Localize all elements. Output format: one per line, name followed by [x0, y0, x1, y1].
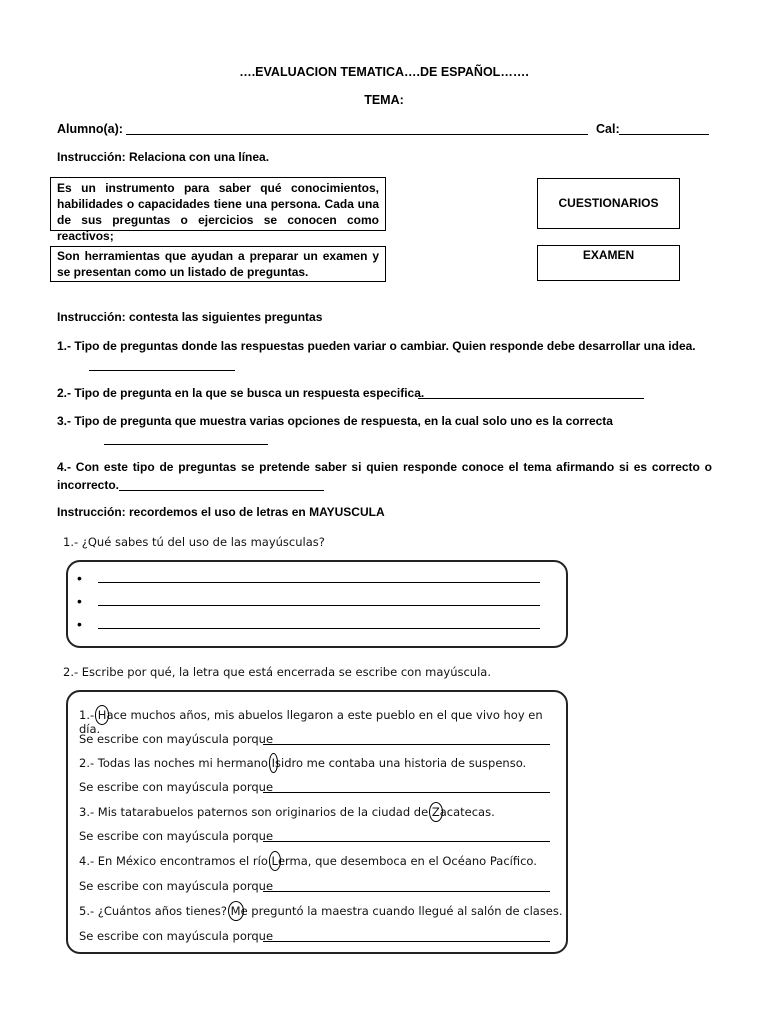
- sentence-4: 4.- En México encontramos el río Lerma, que desemboca en el Océano Pacífico.: [79, 854, 537, 868]
- term-box-cuestionarios: CUESTIONARIOS: [537, 178, 680, 229]
- document-title: ….EVALUACION TEMATICA….DE ESPAÑOL…….: [239, 65, 529, 79]
- bullet-icon: •: [77, 593, 82, 609]
- question-3: 3.- Tipo de pregunta que muestra varias opciones de respuesta, en la cual solo uno es la correcta: [57, 414, 613, 428]
- answer-prompt-2: Se escribe con mayúscula porque: [79, 780, 274, 794]
- question-1: 1.- Tipo de preguntas donde las respuestas pueden variar o cambiar. Quien responde debe desarrollar una idea.: [57, 339, 696, 353]
- answer-line-s1[interactable]: [263, 744, 550, 745]
- instruction-answer: Instrucción: contesta las siguientes preguntas: [57, 310, 323, 324]
- sentence-3: 3.- Mis tatarabuelos paternos son originarios de la ciudad de Zacatecas.: [79, 805, 495, 819]
- instruction-mayuscula: Instrucción: recordemos el uso de letras en MAYUSCULA: [57, 505, 385, 519]
- circled-letter: M: [230, 904, 241, 918]
- answer-line-s5[interactable]: [263, 941, 550, 942]
- question-4: 4.- Con este tipo de preguntas se pretende saber si quien responde conoce el tema afirmando si es correcto o incorrecto.: [57, 460, 712, 492]
- instruction-relate: Instrucción: Relaciona con una línea.: [57, 150, 270, 164]
- sentence-2: 2.- Todas las noches mi hermano Isidro me contaba una historia de suspenso.: [79, 756, 527, 770]
- circled-letter: I: [271, 756, 276, 770]
- sentences-box: [66, 690, 568, 954]
- bullet-answer-box: [66, 560, 568, 648]
- bullet-line-1[interactable]: [98, 582, 540, 583]
- bullet-line-3[interactable]: [98, 628, 540, 629]
- answer-line-3[interactable]: [104, 444, 268, 445]
- cal-label: Cal:: [596, 122, 620, 136]
- question-2: 2.- Tipo de pregunta en la que se busca un respuesta especifica.: [57, 386, 425, 400]
- bullet-icon: •: [77, 570, 82, 586]
- alumno-field[interactable]: [126, 134, 588, 135]
- sentence-1: 1.- Hace muchos años, mis abuelos llegaron a este pueblo en el que vivo hoy en día.: [79, 708, 543, 736]
- answer-prompt-3: Se escribe con mayúscula porque: [79, 829, 274, 843]
- answer-line-s4[interactable]: [263, 891, 550, 892]
- answer-line-4[interactable]: [119, 490, 324, 491]
- sentence-5: 5.- ¿Cuántos años tienes? Me preguntó la maestra cuando llegué al salón de clases.: [79, 904, 563, 918]
- answer-line-s2[interactable]: [263, 792, 550, 793]
- circled-letter: H: [97, 708, 107, 722]
- mayuscula-question-1: 1.- ¿Qué sabes tú del uso de las mayúsculas?: [63, 535, 325, 549]
- answer-line-1[interactable]: [89, 370, 235, 371]
- mayuscula-question-2: 2.- Escribe por qué, la letra que está encerrada se escribe con mayúscula.: [63, 665, 491, 679]
- alumno-label: Alumno(a):: [57, 122, 123, 136]
- bullet-icon: •: [77, 616, 82, 632]
- answer-line-2[interactable]: [418, 398, 644, 399]
- circled-letter: Z: [431, 805, 440, 819]
- tema-label: TEMA:: [364, 93, 404, 107]
- answer-prompt-1: Se escribe con mayúscula porque: [79, 732, 274, 746]
- definition-box-1: Es un instrumento para saber qué conocimientos, habilidades o capacidades tiene una persona. Cada una de sus preguntas o ejercicios se conocen como reactivos;: [50, 177, 386, 231]
- answer-prompt-4: Se escribe con mayúscula porque: [79, 879, 274, 893]
- definition-box-2: Son herramientas que ayudan a preparar un examen y se presentan como un listado de preguntas.: [50, 246, 386, 282]
- answer-line-s3[interactable]: [263, 841, 550, 842]
- bullet-line-2[interactable]: [98, 605, 540, 606]
- circled-letter: L: [271, 854, 278, 868]
- term-box-examen: EXAMEN: [537, 245, 680, 281]
- answer-prompt-5: Se escribe con mayúscula porque: [79, 929, 274, 943]
- cal-field[interactable]: [619, 134, 709, 135]
